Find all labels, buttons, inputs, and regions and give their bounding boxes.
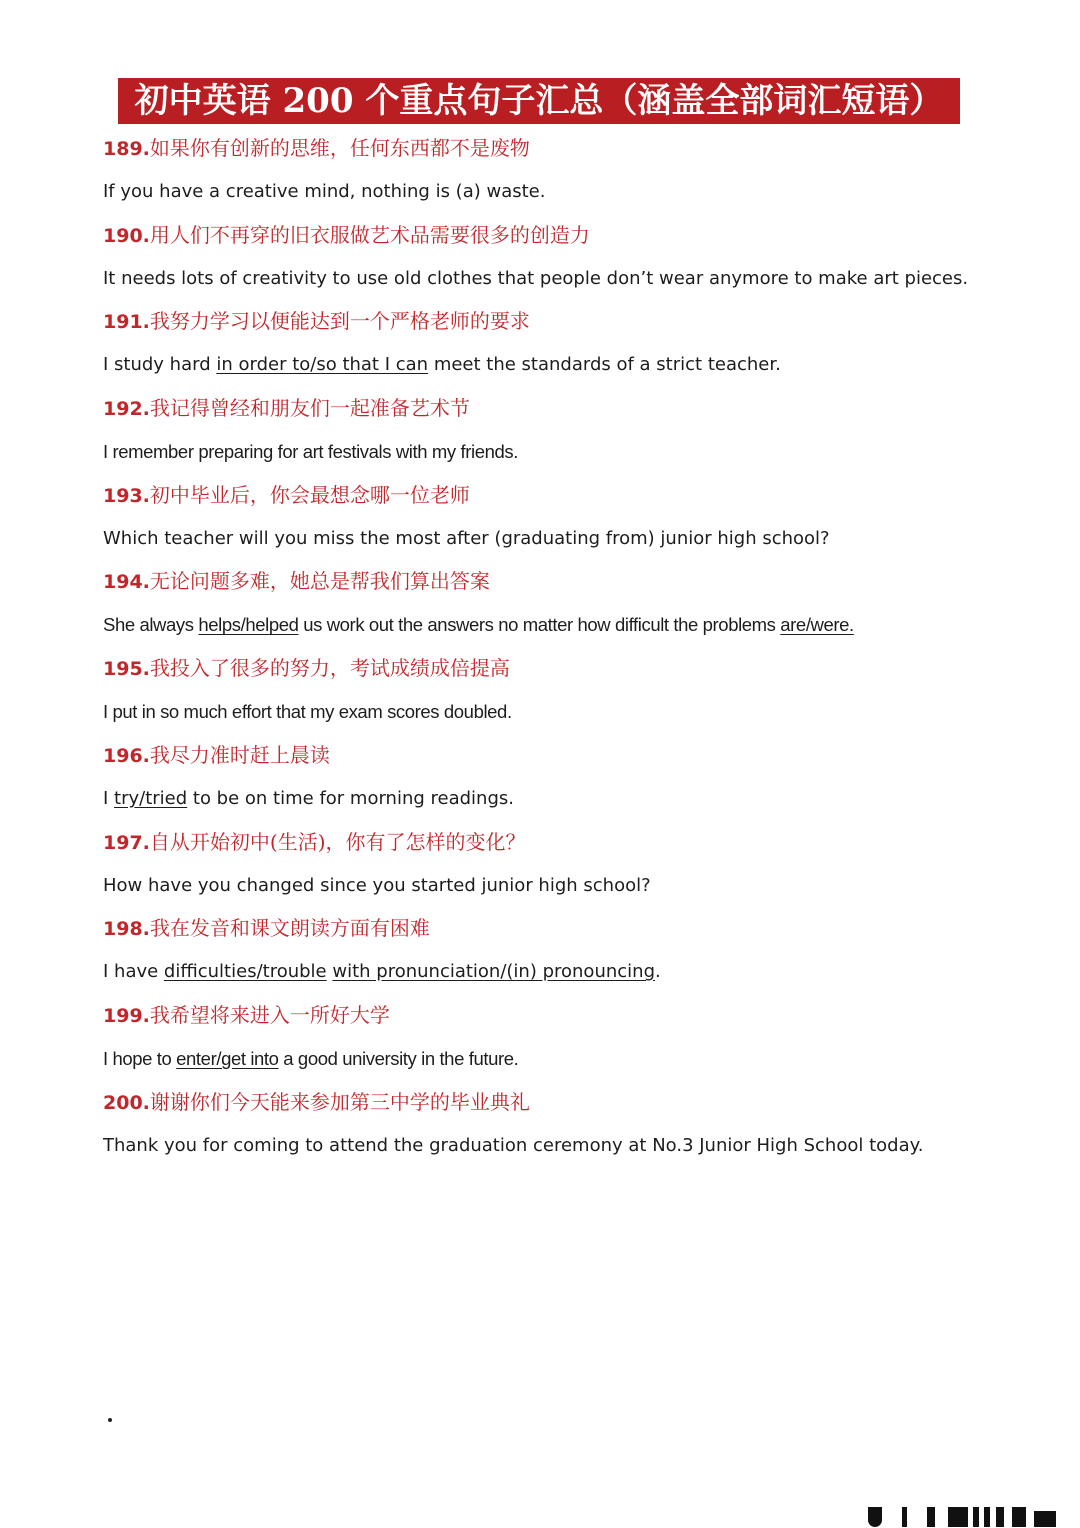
chinese-sentence xyxy=(103,390,1003,426)
chinese-text: 用人们不再穿的旧衣服做艺术品需要很多的创造力 xyxy=(149,222,590,247)
sentence-number: 199. xyxy=(103,1004,150,1027)
english-translation xyxy=(103,347,1003,383)
sentence-entry xyxy=(103,477,1003,564)
chinese-sentence xyxy=(103,910,1003,946)
english-text: She always xyxy=(103,614,199,636)
english-translation xyxy=(103,694,1003,730)
sentence-number: 198. xyxy=(103,918,150,941)
underlined-phrase: in order to/so that I can xyxy=(216,354,429,376)
chinese-sentence xyxy=(103,303,1003,339)
chinese-text: 谢谢你们今天能来参加第三中学的毕业典礼 xyxy=(149,1089,530,1114)
chinese-sentence xyxy=(103,650,1003,686)
stray-dot xyxy=(108,1418,112,1422)
english-text: . xyxy=(655,961,661,983)
english-translation xyxy=(103,607,1003,643)
english-text: Thank you for coming to attend the graduation ceremony at No.3 Junior High School today. xyxy=(103,1134,924,1156)
english-translation xyxy=(103,174,1003,210)
underlined-phrase: difficulties/trouble xyxy=(163,961,327,983)
english-text: to be on time for morning readings. xyxy=(187,787,514,809)
underlined-phrase: try/tried xyxy=(114,787,188,809)
chinese-sentence xyxy=(103,477,1003,513)
sentence-number: 193. xyxy=(103,484,150,507)
sentence-entry xyxy=(103,217,1003,304)
chinese-text: 如果你有创新的思维，任何东西都不是废物 xyxy=(149,136,530,160)
english-translation xyxy=(103,954,1003,990)
sentence-entry xyxy=(103,303,1003,390)
sentence-list xyxy=(103,130,1003,1170)
english-text: us work out the answers no matter how difficult the problems xyxy=(298,614,781,636)
sentence-entry xyxy=(103,737,1003,824)
chinese-text: 无论问题多难，她总是帮我们算出答案 xyxy=(149,569,490,594)
sentence-number: 194. xyxy=(103,571,150,594)
english-text: I hope to xyxy=(103,1047,177,1069)
chinese-text: 我在发音和课文朗读方面有困难 xyxy=(149,916,430,941)
underlined-phrase: with pronunciation/(in) pronouncing xyxy=(332,961,655,983)
english-translation xyxy=(103,521,1003,557)
sentence-number: 197. xyxy=(103,831,150,854)
english-text: a good university in the future. xyxy=(278,1047,519,1069)
sentence-entry xyxy=(103,650,1003,737)
chinese-sentence xyxy=(103,737,1003,773)
english-text: How have you changed since you started junior high school? xyxy=(103,874,651,896)
english-text: Which teacher will you miss the most after (graduating from) junior high school? xyxy=(103,527,830,549)
english-text: It needs lots of creativity to use old clothes that people don’t wear anymore to make art pieces. xyxy=(103,267,969,289)
sentence-entry xyxy=(103,824,1003,911)
english-translation xyxy=(103,781,1003,817)
english-translation xyxy=(103,1128,1003,1164)
english-text: meet the standards of a strict teacher. xyxy=(428,354,781,376)
sentence-number: 200. xyxy=(103,1091,150,1114)
chinese-sentence xyxy=(103,824,1003,860)
chinese-text: 我尽力准时赶上晨读 xyxy=(149,742,330,767)
sentence-number: 189. xyxy=(103,138,150,160)
sentence-number: 192. xyxy=(103,398,150,421)
chinese-text: 自从开始初中(生活)，你有了怎样的变化？ xyxy=(149,829,526,854)
english-translation xyxy=(103,434,1003,470)
sentence-number: 190. xyxy=(103,224,150,247)
english-translation xyxy=(103,868,1003,904)
sentence-number: 191. xyxy=(103,311,150,334)
chinese-text: 我希望将来进入一所好大学 xyxy=(149,1002,390,1027)
sentence-entry xyxy=(103,130,1003,217)
english-text: If you have a creative mind, nothing is (a) waste. xyxy=(103,181,546,202)
sentence-entry xyxy=(103,390,1003,477)
english-translation xyxy=(103,1041,1003,1077)
chinese-text: 我投入了很多的努力，考试成绩成倍提高 xyxy=(149,656,510,681)
english-translation xyxy=(103,261,1003,297)
chinese-sentence xyxy=(103,130,1003,166)
english-text: I remember preparing for art festivals with my friends. xyxy=(103,441,518,463)
chinese-sentence xyxy=(103,563,1003,599)
chinese-sentence xyxy=(103,217,1003,253)
chinese-text: 我记得曾经和朋友们一起准备艺术节 xyxy=(149,396,470,421)
sentence-number: 195. xyxy=(103,658,150,681)
underlined-phrase: enter/get into xyxy=(176,1047,279,1069)
chinese-sentence xyxy=(103,1084,1003,1120)
sentence-entry xyxy=(103,1084,1003,1171)
english-text: I put in so much effort that my exam scores doubled. xyxy=(103,701,512,723)
document-title: 初中英语 200 个重点句子汇总（涵盖全部词汇短语） xyxy=(118,78,960,124)
sentence-number: 196. xyxy=(103,744,150,767)
sentence-entry xyxy=(103,997,1003,1084)
chinese-text: 我努力学习以便能达到一个严格老师的要求 xyxy=(149,309,530,334)
english-text: I xyxy=(103,787,115,809)
english-text: I study hard xyxy=(103,354,217,376)
sentence-entry xyxy=(103,910,1003,997)
chinese-sentence xyxy=(103,997,1003,1033)
underlined-phrase: are/were. xyxy=(780,614,854,636)
sentence-entry xyxy=(103,563,1003,650)
chinese-text: 初中毕业后，你会最想念哪一位老师 xyxy=(149,482,470,507)
english-text: I have xyxy=(103,961,164,983)
underlined-phrase: helps/helped xyxy=(198,614,299,636)
